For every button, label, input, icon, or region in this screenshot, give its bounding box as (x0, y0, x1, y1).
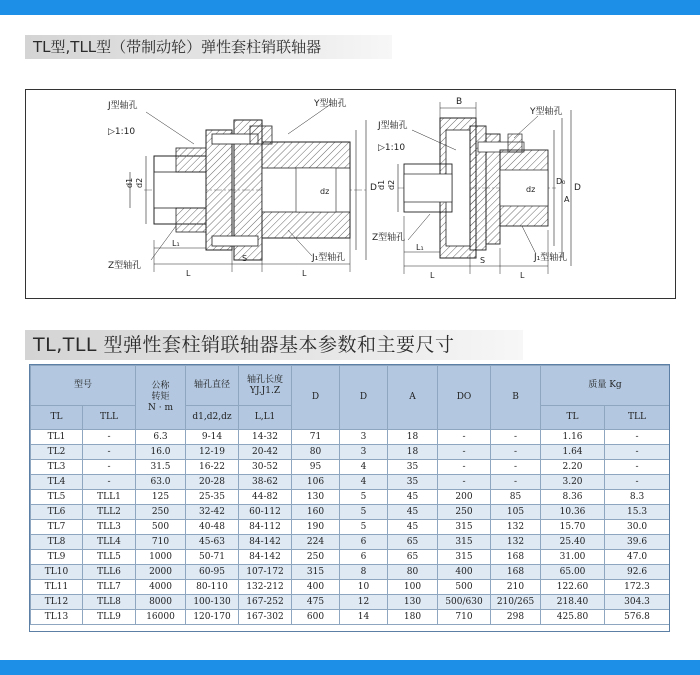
table-row (31, 595, 670, 610)
right-z-hole-label: Z型轴孔 (372, 233, 406, 243)
cell-torque: 710 (136, 535, 186, 550)
cell-mass-tl: 8.36 (541, 490, 605, 505)
cell-torque: 6.3 (136, 430, 186, 445)
cell-D: 315 (292, 565, 340, 580)
cell-mass-tll: 8.3 (605, 490, 670, 505)
cell-tll: - (83, 430, 136, 445)
cell-D2: 3 (340, 445, 388, 460)
bottom-accent-bar (0, 660, 700, 675)
header-tl: TL (31, 406, 83, 430)
header-tll: TLL (83, 406, 136, 430)
cell-bore: 50-71 (186, 550, 239, 565)
right-taper-label: ▷1:10 (378, 143, 406, 153)
cell-length: 84-142 (239, 550, 292, 565)
cell-torque: 125 (136, 490, 186, 505)
top-accent-bar (0, 0, 700, 15)
cell-D: 190 (292, 520, 340, 535)
left-z-hole-label: Z型轴孔 (108, 261, 142, 271)
cell-bore: 40-48 (186, 520, 239, 535)
cell-A: 35 (388, 460, 438, 475)
cell-mass-tl: 3.20 (541, 475, 605, 490)
cell-DO: 710 (438, 610, 491, 625)
cell-A: 45 (388, 520, 438, 535)
cell-D: 80 (292, 445, 340, 460)
cell-bore: 60-95 (186, 565, 239, 580)
cell-mass-tll: 15.3 (605, 505, 670, 520)
cell-A: 18 (388, 430, 438, 445)
cell-bore: 100-130 (186, 595, 239, 610)
cell-tll: TLL1 (83, 490, 136, 505)
cell-length: 38-62 (239, 475, 292, 490)
right-j1-hole-label: J₁型轴孔 (534, 253, 568, 263)
cell-mass-tl: 425.80 (541, 610, 605, 625)
cell-DO: 250 (438, 505, 491, 520)
table-row (31, 565, 670, 580)
cell-DO: - (438, 430, 491, 445)
header-D-2: D (340, 366, 388, 430)
cell-torque: 8000 (136, 595, 186, 610)
cell-length: 44-82 (239, 490, 292, 505)
cell-D2: 5 (340, 505, 388, 520)
cell-mass-tll: 304.3 (605, 595, 670, 610)
table-section-title: TL,TLL 型弹性套柱销联轴器基本参数和主要尺寸 (25, 330, 523, 360)
left-taper-label: ▷1:10 (108, 127, 136, 137)
cell-D: 130 (292, 490, 340, 505)
cell-DO: 315 (438, 520, 491, 535)
cell-tll: TLL8 (83, 595, 136, 610)
header-torque (136, 366, 186, 430)
cell-tll: TLL6 (83, 565, 136, 580)
cell-DO: - (438, 475, 491, 490)
cell-D: 106 (292, 475, 340, 490)
table-row (31, 445, 670, 460)
cell-D2: 6 (340, 535, 388, 550)
cell-mass-tll: 47.0 (605, 550, 670, 565)
cell-B: 298 (491, 610, 541, 625)
cell-tl: TL3 (31, 460, 83, 475)
header-D: D (292, 366, 340, 430)
cell-bore: 9-14 (186, 430, 239, 445)
cell-length: 30-52 (239, 460, 292, 475)
cell-D2: 4 (340, 475, 388, 490)
right-d1-label: d1 (377, 179, 386, 190)
right-y-hole-label: Y型轴孔 (530, 107, 563, 117)
cell-torque: 16000 (136, 610, 186, 625)
cell-A: 130 (388, 595, 438, 610)
cell-DO: 315 (438, 550, 491, 565)
table-row (31, 505, 670, 520)
cell-mass-tll: - (605, 430, 670, 445)
cell-tll: - (83, 445, 136, 460)
left-j-hole-label: J型轴孔 (108, 101, 138, 111)
left-j1-hole-label: J₁型轴孔 (312, 253, 346, 263)
cell-mass-tl: 1.16 (541, 430, 605, 445)
cell-B: - (491, 460, 541, 475)
header-bore: 轴孔直径 (186, 366, 239, 406)
table-row (31, 475, 670, 490)
header-length-sub: L,L1 (239, 406, 292, 430)
cell-tll: TLL5 (83, 550, 136, 565)
cell-D: 475 (292, 595, 340, 610)
cell-bore: 120-170 (186, 610, 239, 625)
cell-tl: TL8 (31, 535, 83, 550)
right-L-label: L (430, 271, 435, 280)
parameter-table (30, 365, 670, 625)
cell-bore: 20-28 (186, 475, 239, 490)
right-j-hole-label: J型轴孔 (378, 121, 408, 131)
table-row (31, 460, 670, 475)
technical-drawing-panel (25, 89, 676, 299)
cell-mass-tl: 1.64 (541, 445, 605, 460)
cell-D2: 12 (340, 595, 388, 610)
cell-tl: TL13 (31, 610, 83, 625)
header-torque-line1: 公称 (151, 381, 170, 391)
cell-length: 14-32 (239, 430, 292, 445)
table-body (31, 430, 670, 625)
header-B: B (491, 366, 541, 430)
cell-length: 132-212 (239, 580, 292, 595)
cell-D: 250 (292, 550, 340, 565)
cell-B: 210 (491, 580, 541, 595)
cell-DO: 500/630 (438, 595, 491, 610)
left-coupling-drawing (107, 97, 377, 278)
cell-bore: 80-110 (186, 580, 239, 595)
cell-B: 85 (491, 490, 541, 505)
header-length-types: YJ.J1.Z (249, 385, 281, 396)
cell-tll: - (83, 475, 136, 490)
cell-mass-tll: 92.6 (605, 565, 670, 580)
cell-DO: - (438, 460, 491, 475)
right-A-label: A (564, 195, 570, 204)
cell-D: 71 (292, 430, 340, 445)
cell-tl: TL11 (31, 580, 83, 595)
left-d1-label: d1 (125, 177, 134, 188)
left-d2-label: d2 (135, 177, 144, 188)
cell-A: 65 (388, 550, 438, 565)
cell-torque: 63.0 (136, 475, 186, 490)
right-d2-label: d2 (387, 179, 396, 190)
cell-torque: 4000 (136, 580, 186, 595)
cell-A: 80 (388, 565, 438, 580)
cell-mass-tl: 25.40 (541, 535, 605, 550)
cell-length: 60-112 (239, 505, 292, 520)
header-length (239, 366, 292, 406)
cell-D: 160 (292, 505, 340, 520)
cell-torque: 1000 (136, 550, 186, 565)
cell-A: 18 (388, 445, 438, 460)
cell-A: 100 (388, 580, 438, 595)
cell-D2: 6 (340, 550, 388, 565)
cell-torque: 31.5 (136, 460, 186, 475)
cell-tll: TLL9 (83, 610, 136, 625)
header-model: 型号 (31, 366, 136, 406)
cell-tl: TL2 (31, 445, 83, 460)
parameter-table-container (29, 364, 670, 632)
cell-A: 45 (388, 490, 438, 505)
header-DO: DO (438, 366, 491, 430)
table-row (31, 430, 670, 445)
table-row (31, 550, 670, 565)
cell-D2: 5 (340, 520, 388, 535)
cell-tl: TL6 (31, 505, 83, 520)
cell-tll: TLL3 (83, 520, 136, 535)
right-L-right-label: L (520, 271, 525, 280)
cell-tll: TLL7 (83, 580, 136, 595)
cell-B: 210/265 (491, 595, 541, 610)
cell-bore: 25-35 (186, 490, 239, 505)
drawing-section-title: TL型,TLL型（带制动轮）弹性套柱销联轴器 (25, 35, 392, 59)
cell-B: 132 (491, 535, 541, 550)
cell-mass-tll: 30.0 (605, 520, 670, 535)
cell-mass-tll: 172.3 (605, 580, 670, 595)
cell-B: - (491, 475, 541, 490)
cell-tl: TL4 (31, 475, 83, 490)
table-row (31, 520, 670, 535)
cell-mass-tll: 576.8 (605, 610, 670, 625)
cell-mass-tl: 65.00 (541, 565, 605, 580)
right-L1-label: L₁ (416, 243, 424, 252)
left-y-hole-label: Y型轴孔 (314, 99, 347, 109)
cell-torque: 500 (136, 520, 186, 535)
cell-A: 35 (388, 475, 438, 490)
cell-D: 224 (292, 535, 340, 550)
cell-length: 107-172 (239, 565, 292, 580)
cell-mass-tl: 218.40 (541, 595, 605, 610)
cell-A: 45 (388, 505, 438, 520)
left-D-label: D (370, 183, 377, 193)
cell-torque: 2000 (136, 565, 186, 580)
right-coupling-drawing (372, 97, 581, 280)
cell-length: 84-112 (239, 520, 292, 535)
cell-D2: 5 (340, 490, 388, 505)
table-row (31, 610, 670, 625)
cell-torque: 16.0 (136, 445, 186, 460)
cell-D2: 8 (340, 565, 388, 580)
cell-D2: 10 (340, 580, 388, 595)
header-mass-tll: TLL (605, 406, 670, 430)
cell-D2: 4 (340, 460, 388, 475)
cell-tl: TL7 (31, 520, 83, 535)
cell-D2: 14 (340, 610, 388, 625)
right-D-label: D (574, 183, 581, 193)
cell-bore: 16-22 (186, 460, 239, 475)
header-mass: 质量 Kg (541, 366, 670, 406)
cell-D: 400 (292, 580, 340, 595)
cell-DO: 200 (438, 490, 491, 505)
cell-mass-tll: - (605, 475, 670, 490)
cell-tll: TLL4 (83, 535, 136, 550)
cell-mass-tl: 122.60 (541, 580, 605, 595)
cell-mass-tll: - (605, 445, 670, 460)
cell-B: 132 (491, 520, 541, 535)
cell-B: 168 (491, 550, 541, 565)
table-row (31, 535, 670, 550)
cell-mass-tl: 10.36 (541, 505, 605, 520)
cell-tll: - (83, 460, 136, 475)
cell-DO: - (438, 445, 491, 460)
cell-tl: TL9 (31, 550, 83, 565)
cell-mass-tl: 15.70 (541, 520, 605, 535)
cell-DO: 500 (438, 580, 491, 595)
header-torque-line2: 转矩 (151, 392, 170, 402)
cell-tll: TLL2 (83, 505, 136, 520)
right-B-label: B (456, 97, 463, 107)
header-torque-unit: N · m (148, 403, 174, 413)
left-L-right-label: L (302, 269, 307, 278)
cell-tl: TL10 (31, 565, 83, 580)
header-length-title: 轴孔长度 (247, 374, 284, 385)
cell-length: 84-142 (239, 535, 292, 550)
cell-B: 105 (491, 505, 541, 520)
left-S-label: S (242, 254, 248, 263)
left-L1-label: L₁ (172, 239, 180, 248)
table-row (31, 580, 670, 595)
cell-D: 95 (292, 460, 340, 475)
coupling-drawings (26, 90, 675, 298)
cell-length: 167-252 (239, 595, 292, 610)
cell-D2: 3 (340, 430, 388, 445)
cell-A: 65 (388, 535, 438, 550)
cell-mass-tll: - (605, 460, 670, 475)
cell-B: - (491, 430, 541, 445)
cell-bore: 12-19 (186, 445, 239, 460)
cell-mass-tl: 2.20 (541, 460, 605, 475)
cell-mass-tll: 39.6 (605, 535, 670, 550)
cell-length: 167-302 (239, 610, 292, 625)
cell-DO: 400 (438, 565, 491, 580)
header-A: A (388, 366, 438, 430)
cell-B: - (491, 445, 541, 460)
header-mass-tl: TL (541, 406, 605, 430)
cell-mass-tl: 31.00 (541, 550, 605, 565)
right-D0-label: D₀ (556, 177, 566, 186)
cell-bore: 45-63 (186, 535, 239, 550)
cell-A: 180 (388, 610, 438, 625)
cell-bore: 32-42 (186, 505, 239, 520)
right-S-label: S (480, 256, 486, 265)
cell-torque: 250 (136, 505, 186, 520)
table-row (31, 490, 670, 505)
cell-tl: TL12 (31, 595, 83, 610)
right-dz-label: dz (526, 185, 536, 194)
left-dz-label: dz (320, 187, 330, 196)
cell-length: 20-42 (239, 445, 292, 460)
cell-tl: TL1 (31, 430, 83, 445)
left-L-label: L (186, 269, 191, 278)
cell-D: 600 (292, 610, 340, 625)
header-bore-sub: d1,d2,dz (186, 406, 239, 430)
cell-DO: 315 (438, 535, 491, 550)
cell-tl: TL5 (31, 490, 83, 505)
cell-B: 168 (491, 565, 541, 580)
